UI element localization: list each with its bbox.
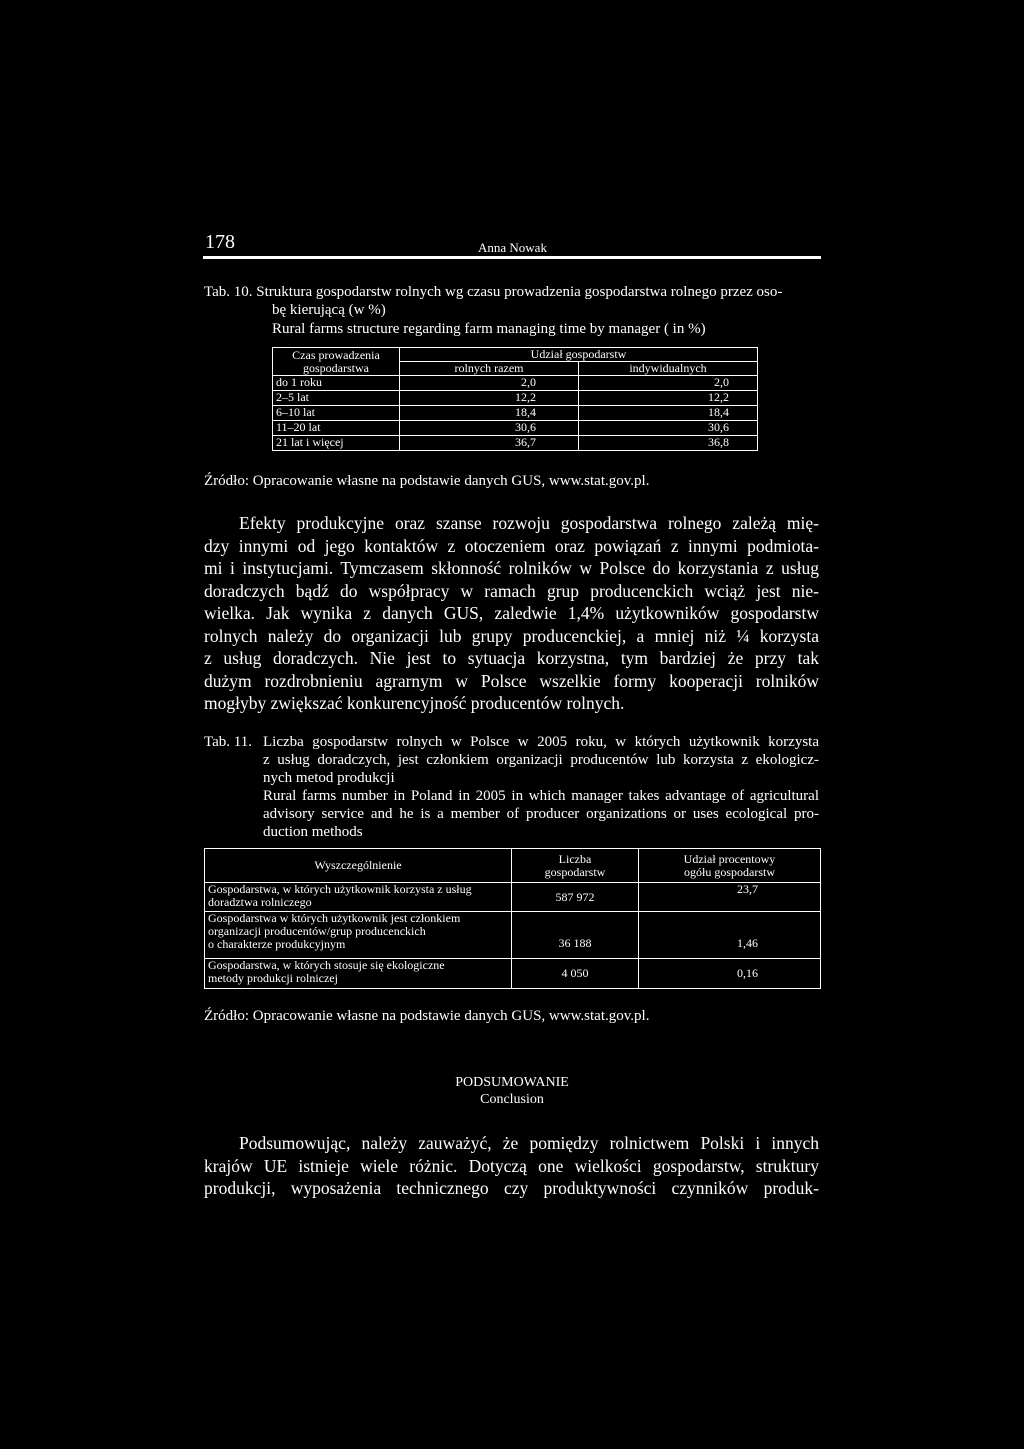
table11 <box>204 848 821 989</box>
table-row <box>205 883 821 912</box>
table11-caption-line: duction methods <box>263 824 363 840</box>
paragraph-line: rolnych należy do organizacji lub grupy producenckiej, a mniej niż ¼ korzysta <box>204 626 819 646</box>
table-cell: 36 188 <box>512 912 639 959</box>
table11-caption-line: advisory service and he is a member of producer organizations or uses ecological pro- <box>263 806 819 822</box>
table10-caption-line: bę kierującą (w %) <box>272 302 386 318</box>
cell-line: o charakterze produkcyjnym <box>208 937 346 951</box>
table-cell: 2,0 <box>400 376 579 391</box>
table-cell <box>205 959 512 989</box>
table10-subheader-individual: indywidualnych <box>579 362 758 376</box>
table-row <box>273 391 758 406</box>
table10-caption-line: Rural farms structure regarding farm managing time by manager ( in %) <box>272 321 706 337</box>
paragraph-line: z usług doradczych. Nie jest to sytuacja korzystna, tym bardziej że przy tak <box>204 648 819 668</box>
paragraph-line: mi i instytucjami. Tymczasem skłonność rolników w Polsce do korzystania z usług <box>204 558 819 578</box>
table10-group-header: Udział gospodarstw <box>400 348 758 362</box>
table-cell: 23,7 <box>639 883 821 912</box>
table-cell: 6–10 lat <box>273 406 400 421</box>
paragraph-line: doradczych bądź do współpracy w ramach grup producenckich wciąż jest nie- <box>204 581 819 601</box>
table11-col3-header <box>639 849 821 883</box>
header-line: gospodarstw <box>544 864 606 879</box>
header-rule <box>203 256 821 259</box>
cell-line: metody produkcji rolniczej <box>208 971 338 985</box>
cell-line: doradztwa rolniczego <box>208 895 312 909</box>
table-cell: 1,46 <box>639 912 821 959</box>
header-line: Czas prowadzenia <box>292 347 380 362</box>
table-row <box>273 421 758 436</box>
table-cell: 18,4 <box>400 406 579 421</box>
table11-label: Tab. 11. <box>204 734 252 750</box>
table-row <box>205 912 821 959</box>
header-line: ogółu gospodarstw <box>684 864 775 879</box>
table-cell: 12,2 <box>579 391 758 406</box>
header-line: Liczba <box>558 851 592 866</box>
table11-col2-header <box>512 849 639 883</box>
table-cell: 4 050 <box>512 959 639 989</box>
table-cell: 11–20 lat <box>273 421 400 436</box>
table11-col1-header: Wyszczególnienie <box>205 849 512 883</box>
table10-subheader-total: rolnych razem <box>400 362 579 376</box>
table-cell <box>205 883 512 912</box>
table-cell: 30,6 <box>579 421 758 436</box>
table-cell: do 1 roku <box>273 376 400 391</box>
table-cell: 18,4 <box>579 406 758 421</box>
cell-line: Gospodarstwa w których użytkownik jest członkiem <box>208 911 461 925</box>
paragraph-line: mogłyby zwiększać konkurencyjność producentów rolnych. <box>204 693 625 713</box>
table-cell: 2–5 lat <box>273 391 400 406</box>
paragraph-line: Podsumowując, należy zauważyć, że pomiędzy rolnictwem Polski i innych <box>239 1133 819 1153</box>
table-cell: 21 lat i więcej <box>273 436 400 451</box>
paragraph-line: produkcji, wyposażenia technicznego czy produktywności czynników produk- <box>204 1178 819 1198</box>
cell-line: Gospodarstwa, w których stosuje się ekologiczne <box>208 958 445 972</box>
paragraph-line: dzy innymi od jego kontaktów z otoczeniem oraz powiązań z innymi podmiota- <box>204 536 819 556</box>
table10-caption-line: Tab. 10. Struktura gospodarstw rolnych wg czasu prowadzenia gospodarstwa rolnego przez oso- <box>204 284 783 300</box>
table11-caption-line: Liczba gospodarstw rolnych w Polsce w 2005 roku, w których użytkownik korzysta <box>263 734 819 750</box>
table-row <box>273 406 758 421</box>
page-number: 178 <box>205 231 235 253</box>
paragraph-line: dużym rozdrobnieniu agrarnym w Polsce wszelkie formy kooperacji rolników <box>204 671 819 691</box>
table10 <box>272 347 758 451</box>
table-row <box>273 376 758 391</box>
paragraph-line: wielka. Jak wynika z danych GUS, zaledwie 1,4% użytkowników gospodarstw <box>204 603 819 623</box>
table10-col1-header <box>273 348 400 376</box>
paragraph-line: krajów UE istnieje wiele różnic. Dotyczą one wielkości gospodarstw, struktury <box>204 1156 819 1176</box>
table-cell: 36,8 <box>579 436 758 451</box>
table11-source: Źródło: Opracowanie własne na podstawie danych GUS, www.stat.gov.pl. <box>204 1008 650 1024</box>
section-subheading: Conclusion <box>480 1092 544 1107</box>
table-cell: 587 972 <box>512 883 639 912</box>
table-cell: 0,16 <box>639 959 821 989</box>
table11-caption-line: z usług doradczych, jest członkiem organizacji producentów lub korzysta z ekologicz- <box>263 752 819 768</box>
table-cell <box>205 912 512 959</box>
table11-caption-line: Rural farms number in Poland in 2005 in which manager takes advantage of agricultural <box>263 788 819 804</box>
table-cell: 12,2 <box>400 391 579 406</box>
table-row <box>273 436 758 451</box>
table-cell: 36,7 <box>400 436 579 451</box>
table10-source: Źródło: Opracowanie własne na podstawie danych GUS, www.stat.gov.pl. <box>204 473 650 489</box>
running-author: Anna Nowak <box>478 240 547 255</box>
table-row <box>205 959 821 989</box>
table-cell: 30,6 <box>400 421 579 436</box>
cell-line: organizacji producentów/grup producenckich <box>208 924 426 938</box>
header-line: Udział procentowy <box>683 851 776 866</box>
table-cell: 2,0 <box>579 376 758 391</box>
cell-line: Gospodarstwa, w których użytkownik korzysta z usług <box>208 882 472 896</box>
section-heading: PODSUMOWANIE <box>455 1075 569 1090</box>
table11-caption-line: nych metod produkcji <box>263 770 395 786</box>
header-line: gospodarstwa <box>303 360 369 375</box>
paragraph-line: Efekty produkcyjne oraz szanse rozwoju gospodarstwa rolnego zależą mię- <box>239 513 819 533</box>
